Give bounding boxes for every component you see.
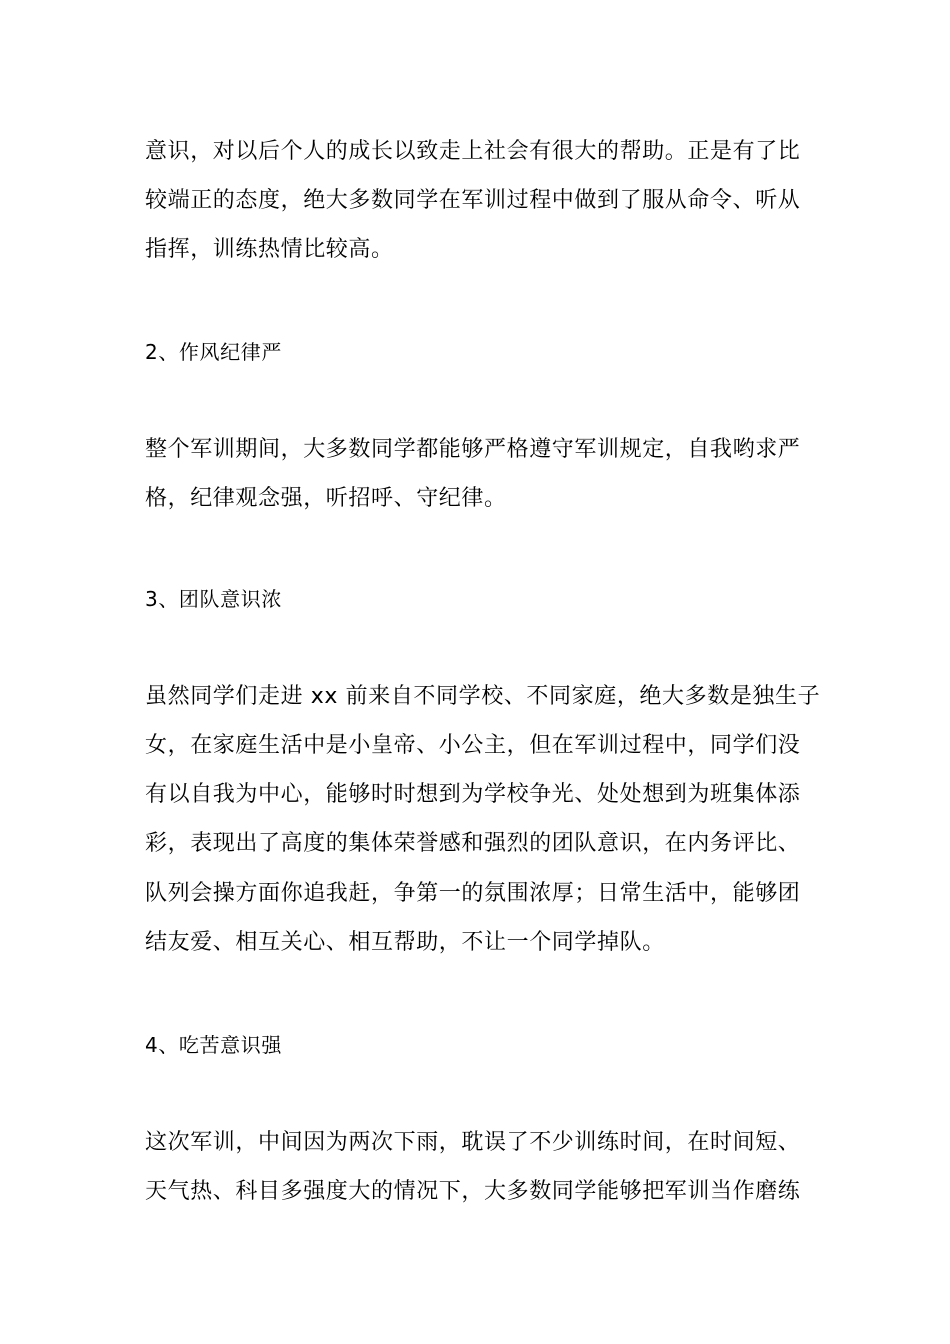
section-heading: 2、作风纪律严 [145,340,282,364]
paragraph-line: 队列会操方面你追我赶，争第一的氛围浓厚；日常生活中，能够团 [145,881,801,906]
paragraph-line: 天气热、科目多强度大的情况下，大多数同学能够把军训当作磨练 [145,1179,801,1204]
paragraph-line: 较端正的态度，绝大多数同学在军训过程中做到了服从命令、听从 [145,188,801,213]
paragraph-line: 意识，对以后个人的成长以致走上社会有很大的帮助。正是有了比 [145,139,801,164]
paragraph-line: 女，在家庭生活中是小皇帝、小公主，但在军训过程中，同学们没 [145,733,801,758]
paragraph-line: 结友爱、相互关心、相互帮助，不让一个同学掉队。 [145,930,665,955]
paragraph-line: 有以自我为中心，能够时时想到为学校争光、处处想到为班集体添 [145,782,801,807]
paragraph-line: 整个军训期间，大多数同学都能够严格遵守军训规定，自我哟求严 [145,437,801,462]
paragraph-line: 格，纪律观念强，听招呼、守纪律。 [145,486,507,511]
paragraph-line: 这次军训，中间因为两次下雨，耽误了不少训练时间，在时间短、 [145,1130,801,1155]
section-heading: 4、吃苦意识强 [145,1033,282,1057]
paragraph-line: 虽然同学们走进 xx 前来自不同学校、不同家庭，绝大多数是独生子 [145,684,821,709]
section-heading: 3、团队意识浓 [145,587,282,611]
paragraph-line: 彩，表现出了高度的集体荣誉感和强烈的团队意识，在内务评比、 [145,831,801,856]
paragraph-line: 指挥，训练热情比较高。 [145,237,394,262]
